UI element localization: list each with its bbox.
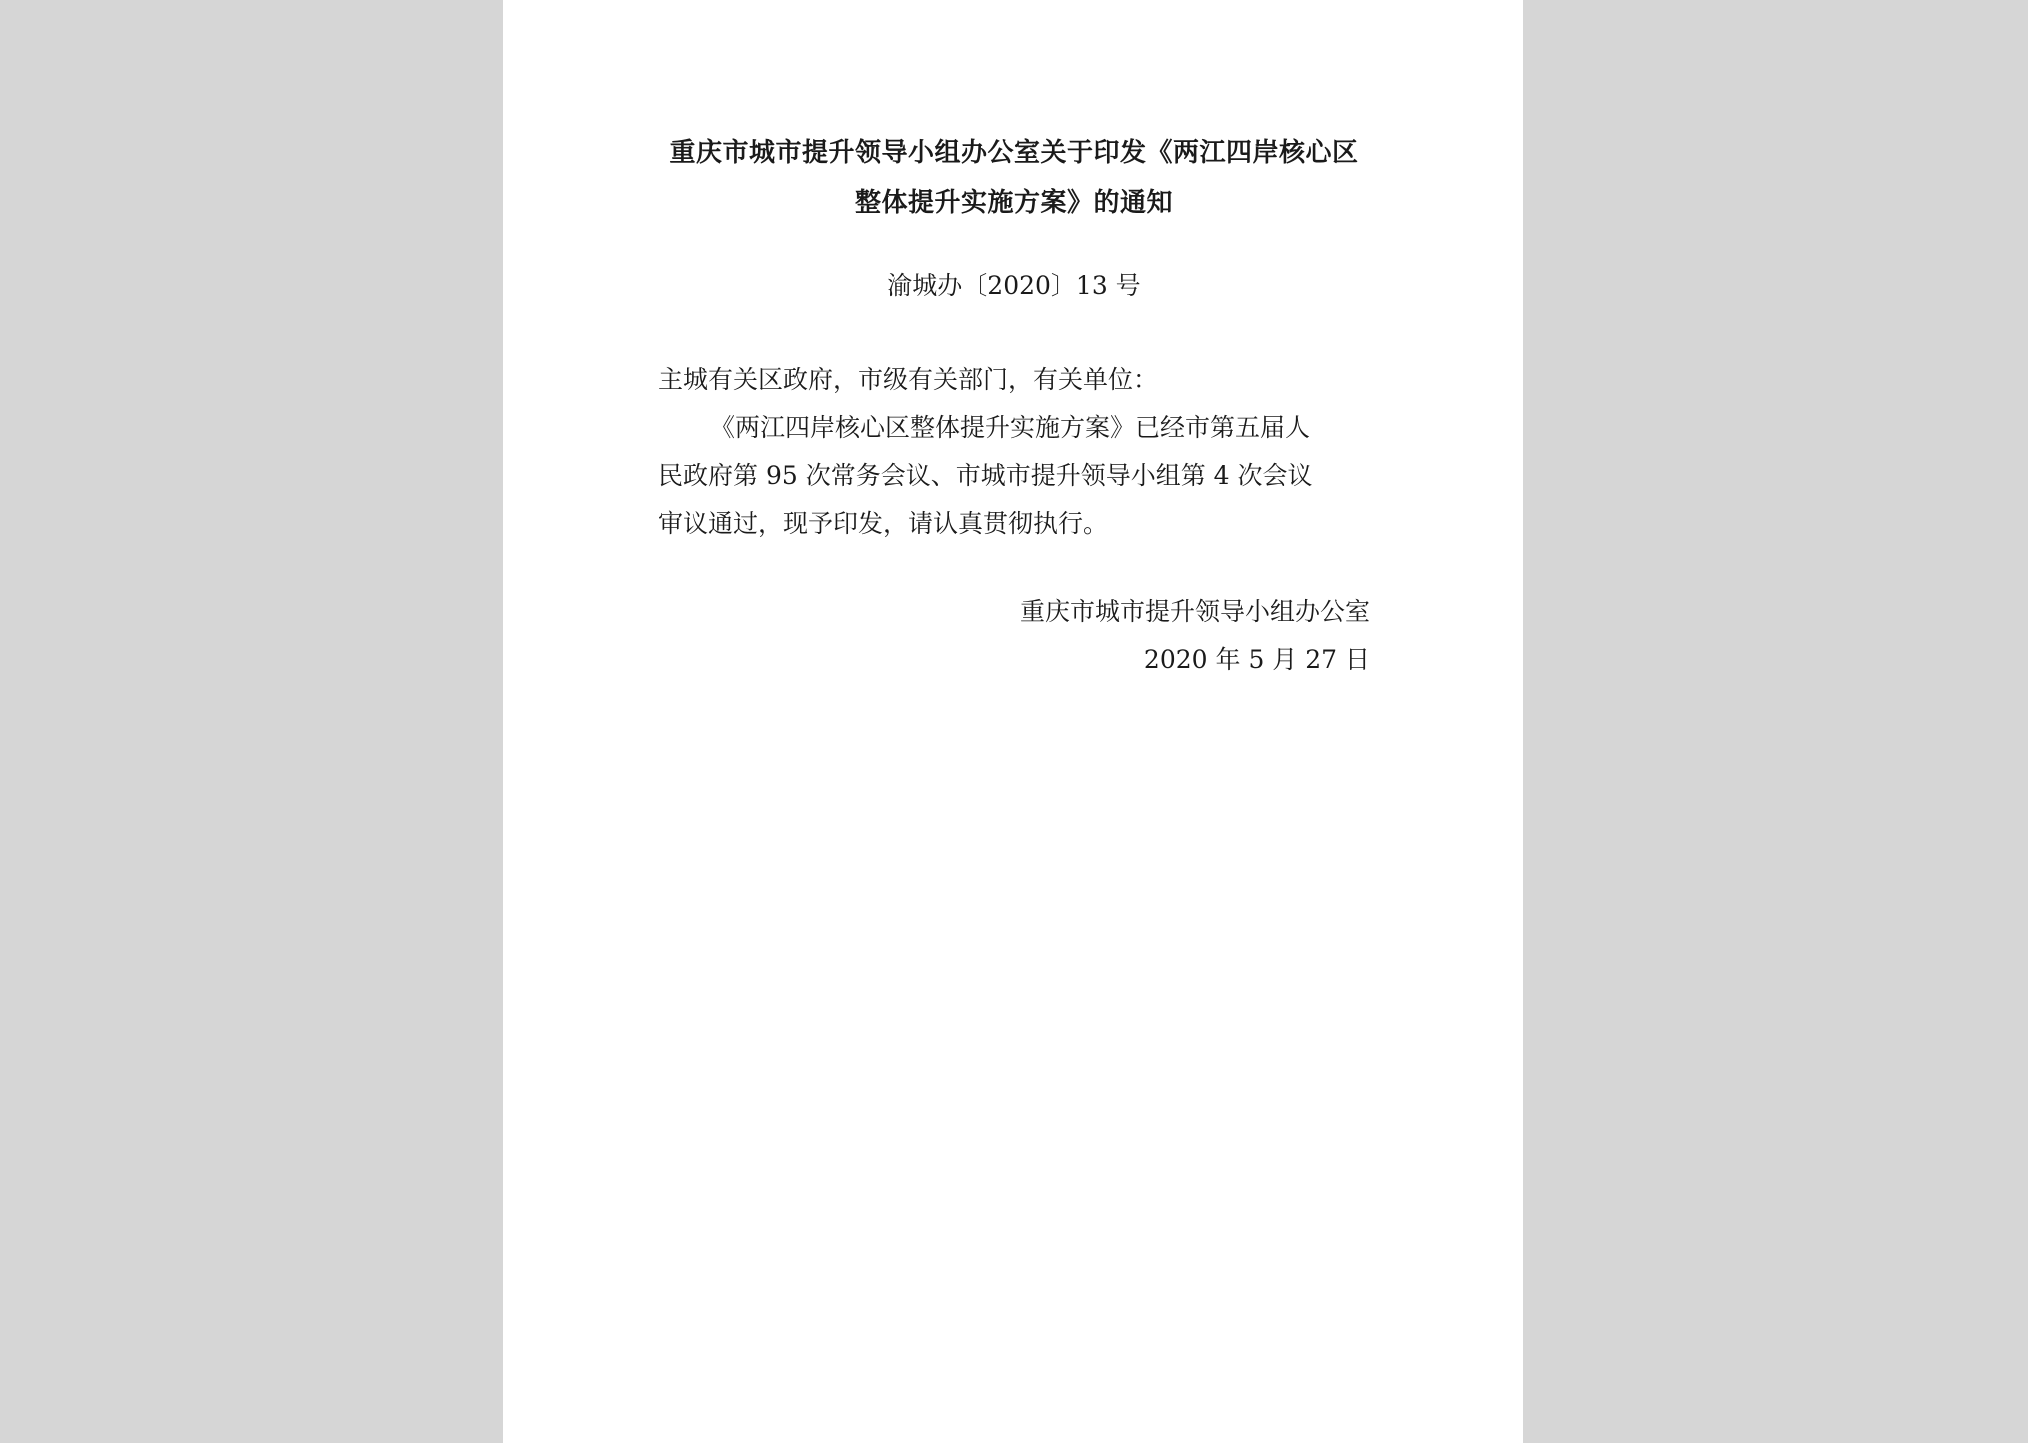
document-title	[658, 128, 1370, 228]
body-line-2: 民政府第 95 次常务会议、市城市提升领导小组第 4 次会议	[658, 461, 1313, 490]
salutation: 主城有关区政府，市级有关部门，有关单位：	[658, 365, 1159, 394]
title-line-1: 重庆市城市提升领导小组办公室关于印发《两江四岸核心区	[669, 138, 1359, 168]
body-line-3: 审议通过，现予印发，请认真贯彻执行。	[658, 509, 1109, 538]
issuer-name: 重庆市城市提升领导小组办公室	[1019, 597, 1370, 626]
page-content	[658, 128, 1370, 684]
issue-date: 2020 年 5 月 27 日	[1143, 645, 1370, 674]
body-line-1: 《两江四岸核心区整体提升实施方案》已经市第五届人	[710, 413, 1311, 442]
signature-block	[658, 588, 1370, 684]
document-page	[503, 0, 1523, 1443]
document-number: 渝城办〔2020〕13 号	[887, 271, 1141, 300]
body-paragraph	[658, 404, 1370, 548]
title-line-2: 整体提升实施方案》的通知	[854, 188, 1173, 218]
